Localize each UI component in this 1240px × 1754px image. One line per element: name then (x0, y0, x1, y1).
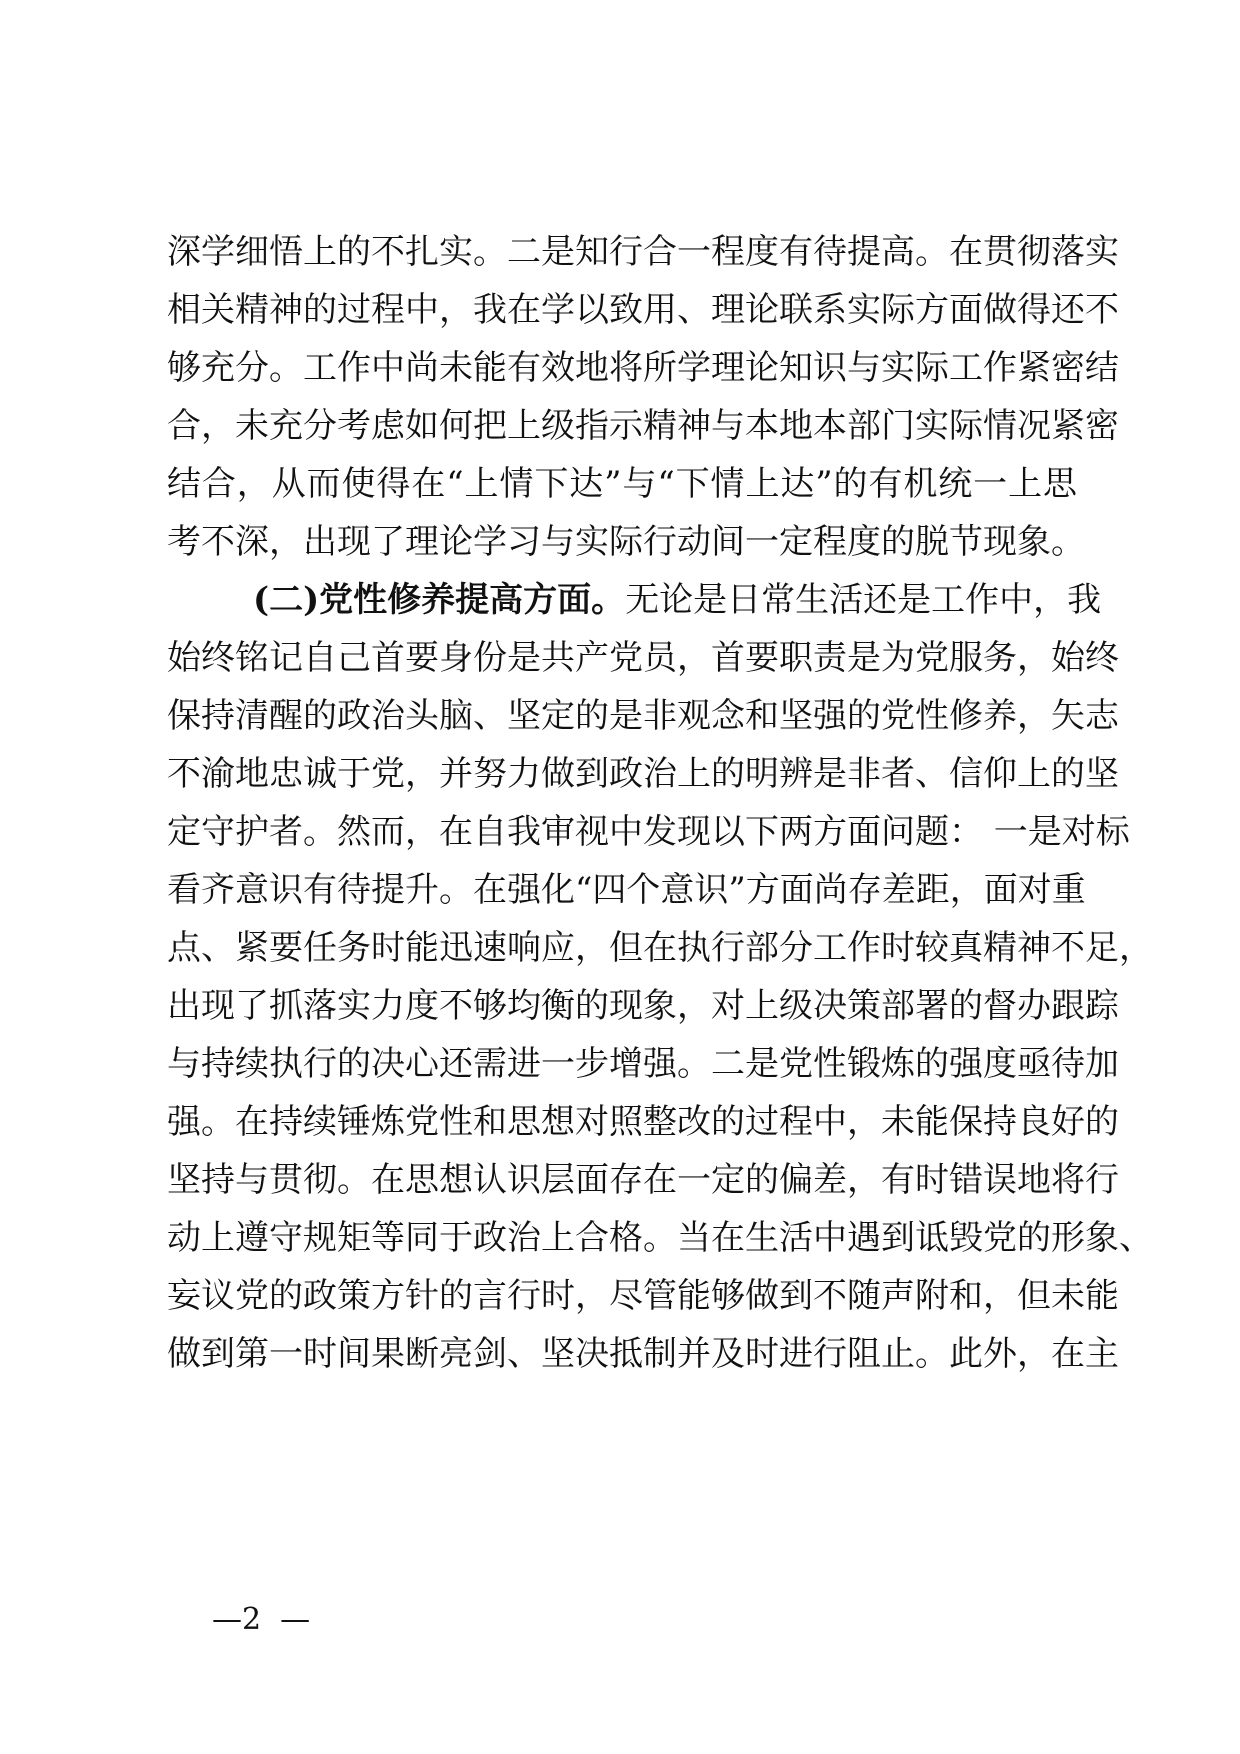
paragraph-line: 不渝地忠诚于党，并努力做到政治上的明辨是非者、信仰上的坚 (167, 754, 1119, 794)
paragraph-line: 与持续执行的决心还需进一步增强。二是党性锻炼的强度亟待加 (167, 1044, 1119, 1084)
paragraph-line: 点、紧要任务时能迅速响应，但在执行部分工作时较真精神不足， (167, 928, 1153, 968)
paragraph-line: 出现了抓落实力度不够均衡的现象，对上级决策部署的督办跟踪 (167, 986, 1119, 1026)
paragraph-text: 无论是日常生活还是工作中，我 (625, 580, 1102, 620)
paragraph-line: 相关精神的过程中，我在学以致用、理论联系实际方面做得还不 (167, 290, 1119, 330)
section-heading: (二)党性修养提高方面。 (253, 580, 626, 620)
paragraph-line: 始终铭记自己首要身份是共产党员，首要职责是为党服务，始终 (167, 638, 1119, 678)
paragraph-line: 深学细悟上的不扎实。二是知行合一程度有待提高。在贯彻落实 (167, 232, 1119, 272)
paragraph-line: 妄议党的政策方针的言行时，尽管能够做到不随声附和，但未能 (167, 1276, 1119, 1316)
section-heading-line (253, 570, 1102, 630)
paragraph-line: 坚持与贯彻。在思想认识层面存在一定的偏差，有时错误地将行 (167, 1160, 1119, 1200)
paragraph-line: 够充分。工作中尚未能有效地将所学理论知识与实际工作紧密结 (167, 348, 1119, 388)
paragraph-line: 定守护者。然而，在自我审视中发现以下两方面问题： 一是对标 (167, 812, 1130, 852)
paragraph-line: 做到第一时间果断亮剑、坚决抵制并及时进行阻止。此外，在主 (167, 1334, 1119, 1374)
page-number: —2 — (212, 1602, 311, 1637)
paragraph-line: 看齐意识有待提升。在强化“四个意识”方面尚存差距，面对重 (167, 870, 1086, 910)
paragraph-line: 结合，从而使得在“上情下达”与“下情上达”的有机统一上思 (167, 464, 1077, 504)
paragraph-line: 保持清醒的政治头脑、坚定的是非观念和坚强的党性修养，矢志 (167, 696, 1119, 736)
paragraph-line: 强。在持续锤炼党性和思想对照整改的过程中，未能保持良好的 (167, 1102, 1119, 1142)
paragraph-line: 合，未充分考虑如何把上级指示精神与本地本部门实际情况紧密 (167, 406, 1119, 446)
paragraph-line: 考不深，出现了理论学习与实际行动间一定程度的脱节现象。 (167, 522, 1085, 562)
paragraph-line: 动上遵守规矩等同于政治上合格。当在生活中遇到诋毁党的形象、 (167, 1218, 1153, 1258)
